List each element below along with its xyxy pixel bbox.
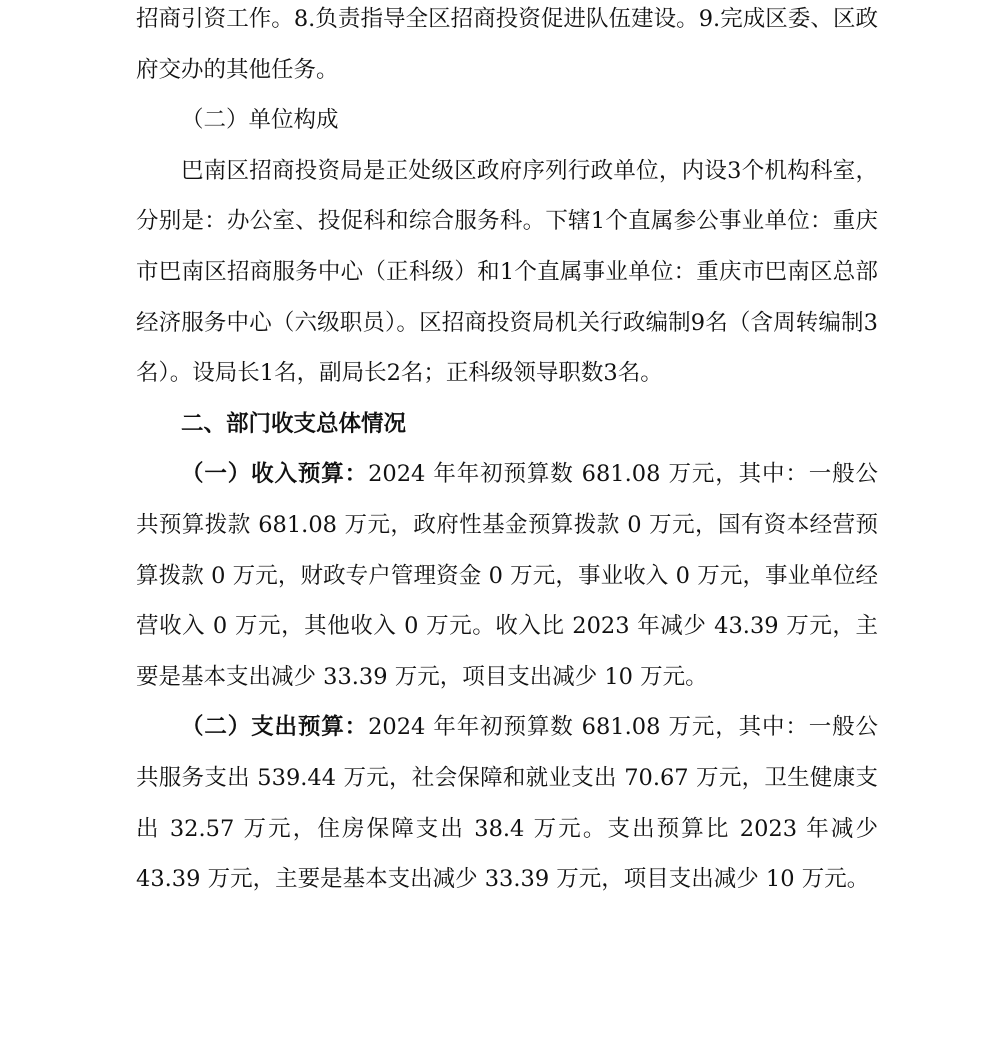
income-budget-body: 2024 年年初预算数 681.08 万元，其中：一般公共预算拨款 681.08 万元，政府性基金预算拨款 0 万元，国有资本经营预算拨款 0 万元，财政专户管理资金 0 万元，事业收入 0 万元，事业单位经营收入 0 万元，其他收入 0 万元。收入比 2023 年减少 43.39 万元，主要是基本支出减少 33.39 万元，项目支出减少 10 万元。 bbox=[136, 461, 878, 690]
section-unit-title: （二）单位构成 bbox=[181, 107, 339, 134]
expense-budget-paragraph bbox=[136, 702, 878, 904]
income-budget-label: （一）收入预算： bbox=[181, 461, 369, 488]
continued-paragraph: 招商引资工作。8.负责指导全区招商投资促进队伍建设。9.完成区委、区政府交办的其他任务。 bbox=[136, 6, 878, 83]
section-unit-body: 巴南区招商投资局是正处级区政府序列行政单位，内设3个机构科室，分别是：办公室、投促科和综合服务科。下辖1个直属参公事业单位：重庆市巴南区招商服务中心（正科级）和1个直属事业单位：重庆市巴南区总部经济服务中心（六级职员）。区招商投资局机关行政编制9名（含周转编制3名）。设局长1名，副局长2名；正科级领导职数3名。 bbox=[136, 157, 878, 387]
expense-budget-body: 2024 年年初预算数 681.08 万元，其中：一般公共服务支出 539.44 万元，社会保障和就业支出 70.67 万元，卫生健康支出 32.57 万元，住房保障支出 38.4 万元。支出预算比 2023 年减少 43.39 万元，主要是基本支出减少 33.39 万元，项目支出减少 10 万元。 bbox=[136, 714, 878, 893]
document-page bbox=[136, 0, 878, 905]
section-two-heading: 二、部门收支总体情况 bbox=[181, 410, 407, 437]
expense-budget-label: （二）支出预算： bbox=[181, 714, 369, 741]
income-budget-paragraph bbox=[136, 449, 878, 702]
